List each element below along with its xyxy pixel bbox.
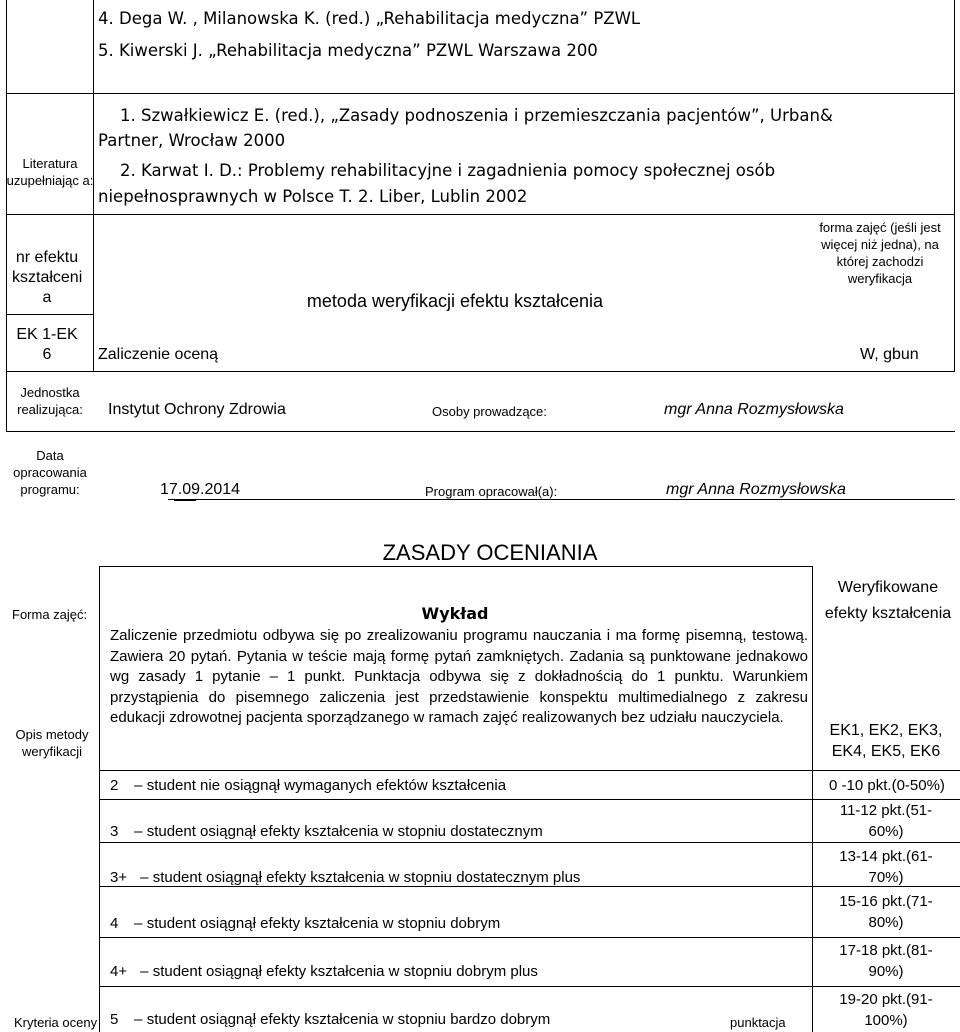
method-description: Zaliczenie przedmiotu odbywa się po zrealizowaniu programu nauczania i ma formę pisemną, testową. Zawiera 20 pytań. Pytania w teście mają formę pytań zamkniętych. Zadania są punktowane jednakowo wg zasady 1 pytanie – 1 punkt. Punktacja odbywa się z dokładnością do 1 punktu. Warunkiem przystąpienia do pisemnego zaliczenia jest przedstawienie konspektu multimedialnego z zakresu edukacji zdrowotnej pacjenta sporządzanego w ramach zajęć realizowanych bez udziału nauczyciela. bbox=[110, 627, 808, 726]
grade-description: student nie osiągnął wymaganych efektów kształcenia bbox=[146, 777, 507, 794]
criteria-row: 2 – student nie osiągnął wymaganych efektów kształcenia bbox=[110, 777, 507, 794]
grade-points: 19-20 pkt.(91-100%) bbox=[839, 991, 933, 1029]
grade-points: 13-14 pkt.(61-70%) bbox=[839, 848, 933, 886]
criteria-row: 3 – student osiągnął efekty kształcenia w stopniu dostatecznym bbox=[110, 823, 543, 840]
reference-item: 2. Karwat I. D.: Problemy rehabilitacyjne i zagadnienia pomocy społecznej osób bbox=[120, 161, 776, 180]
method-bottom bbox=[99, 770, 960, 771]
grade-description: student osiągnął efekty kształcenia w stopniu dostatecznym plus bbox=[152, 869, 581, 886]
references-divider bbox=[6, 93, 955, 94]
persons-label: Osoby prowadzące: bbox=[432, 404, 547, 419]
grading-title: ZASADY OCENIANIA bbox=[382, 540, 598, 565]
table-left-border bbox=[6, 0, 7, 432]
criteria-row: 4 – student osiągnął efekty kształcenia w stopniu dobrym bbox=[110, 915, 501, 932]
grade-value: 5 bbox=[110, 1011, 119, 1028]
form-value: Wykład bbox=[421, 604, 489, 623]
author-label: Program opracował(a): bbox=[425, 484, 558, 499]
grade-points: 15-16 pkt.(71-80%) bbox=[839, 893, 933, 931]
grade-value: 4+ bbox=[110, 963, 128, 980]
date-row-bottom bbox=[168, 499, 955, 500]
criteria-divider bbox=[99, 986, 960, 987]
criteria-divider bbox=[99, 937, 960, 938]
grade-description: student osiągnął efekty kształcenia w stopniu dostatecznym bbox=[146, 823, 543, 840]
method-label: Opis metody weryfikacji bbox=[15, 727, 89, 759]
reference-item: 1. Szwałkiewicz E. (red.), „Zasady podnoszenia i przemieszczania pacjentów”, Urban& bbox=[120, 106, 833, 125]
criteria-row: 5 – student osiągnął efekty kształcenia w stopniu bardzo dobrym bbox=[110, 1011, 551, 1028]
verification-method-value: Zaliczenie oceną bbox=[98, 346, 219, 363]
grade-value: 4 bbox=[110, 915, 119, 932]
supplementary-divider bbox=[6, 214, 955, 215]
effect-number-header: nr efektu kształceni a bbox=[12, 249, 83, 306]
grade-description: student osiągnął efekty kształcenia w stopniu bardzo dobrym bbox=[146, 1011, 551, 1028]
grade-points: 0 -10 pkt.(0-50%) bbox=[829, 777, 945, 794]
verification-form-value: W, gbun bbox=[860, 346, 919, 363]
criteria-label: Kryteria oceny bbox=[14, 1015, 98, 1030]
grading-top-border bbox=[99, 566, 813, 567]
unit-value: Instytut Ochrony Zdrowia bbox=[108, 401, 286, 418]
criteria-row: 4+ – student osiągnął efekty kształcenia w stopniu dobrym plus bbox=[110, 963, 538, 980]
grade-value: 3+ bbox=[110, 869, 128, 886]
grade-value: 3 bbox=[110, 823, 119, 840]
grade-points: 17-18 pkt.(81-90%) bbox=[839, 942, 933, 980]
grade-description: student osiągnął efekty kształcenia w stopniu dobrym bbox=[146, 915, 501, 932]
grade-description: student osiągnął efekty kształcenia w stopniu dobrym plus bbox=[152, 963, 538, 980]
verification-form-header: forma zajęć (jeśli jest więcej niż jedna), na której zachodzi weryfikacja bbox=[819, 220, 941, 286]
date-underline bbox=[174, 500, 196, 501]
grade-points: 11-12 pkt.(51-60%) bbox=[839, 802, 933, 840]
verification-bottom bbox=[6, 371, 955, 372]
reference-item-cont: niepełnosprawnych w Polsce T. 2. Liber, Lublin 2002 bbox=[98, 187, 528, 206]
reference-item-cont: Partner, Wrocław 2000 bbox=[98, 131, 286, 150]
verified-effects-value: EK1, EK2, EK3, EK4, EK5, EK6 bbox=[829, 722, 943, 760]
program-date-label: Data opracowania programu: bbox=[13, 448, 87, 497]
reference-item: 4. Dega W. , Milanowska K. (red.) „Rehabilitacja medyczna” PZWL bbox=[98, 9, 641, 28]
unit-label: Jednostka realizująca: bbox=[17, 385, 83, 417]
grade-value: 2 bbox=[110, 777, 119, 794]
criteria-divider bbox=[99, 842, 960, 843]
effect-number-value: EK 1-EK 6 bbox=[16, 326, 78, 363]
table-right-border bbox=[954, 0, 955, 372]
persons-value: mgr Anna Rozmysłowska bbox=[664, 401, 844, 418]
criteria-row: 3+ – student osiągnął efekty kształcenia w stopniu dostatecznym plus bbox=[110, 869, 581, 886]
supplementary-label: Literatura uzupełniając a: bbox=[6, 156, 94, 188]
reference-item: 5. Kiwerski J. „Rehabilitacja medyczna” PZWL Warszawa 200 bbox=[98, 41, 598, 60]
effect-header-divider bbox=[6, 314, 94, 315]
unit-bottom bbox=[6, 431, 955, 432]
verification-method-header: metoda weryfikacji efektu kształcenia bbox=[306, 291, 604, 311]
program-date-value: 17.09.2014 bbox=[160, 481, 241, 498]
author-value: mgr Anna Rozmysłowska bbox=[666, 481, 846, 498]
points-label: punktacja bbox=[730, 1015, 786, 1030]
form-label: Forma zajęć: bbox=[12, 607, 88, 622]
verified-effects-header: Weryfikowane efekty kształcenia bbox=[824, 579, 952, 622]
